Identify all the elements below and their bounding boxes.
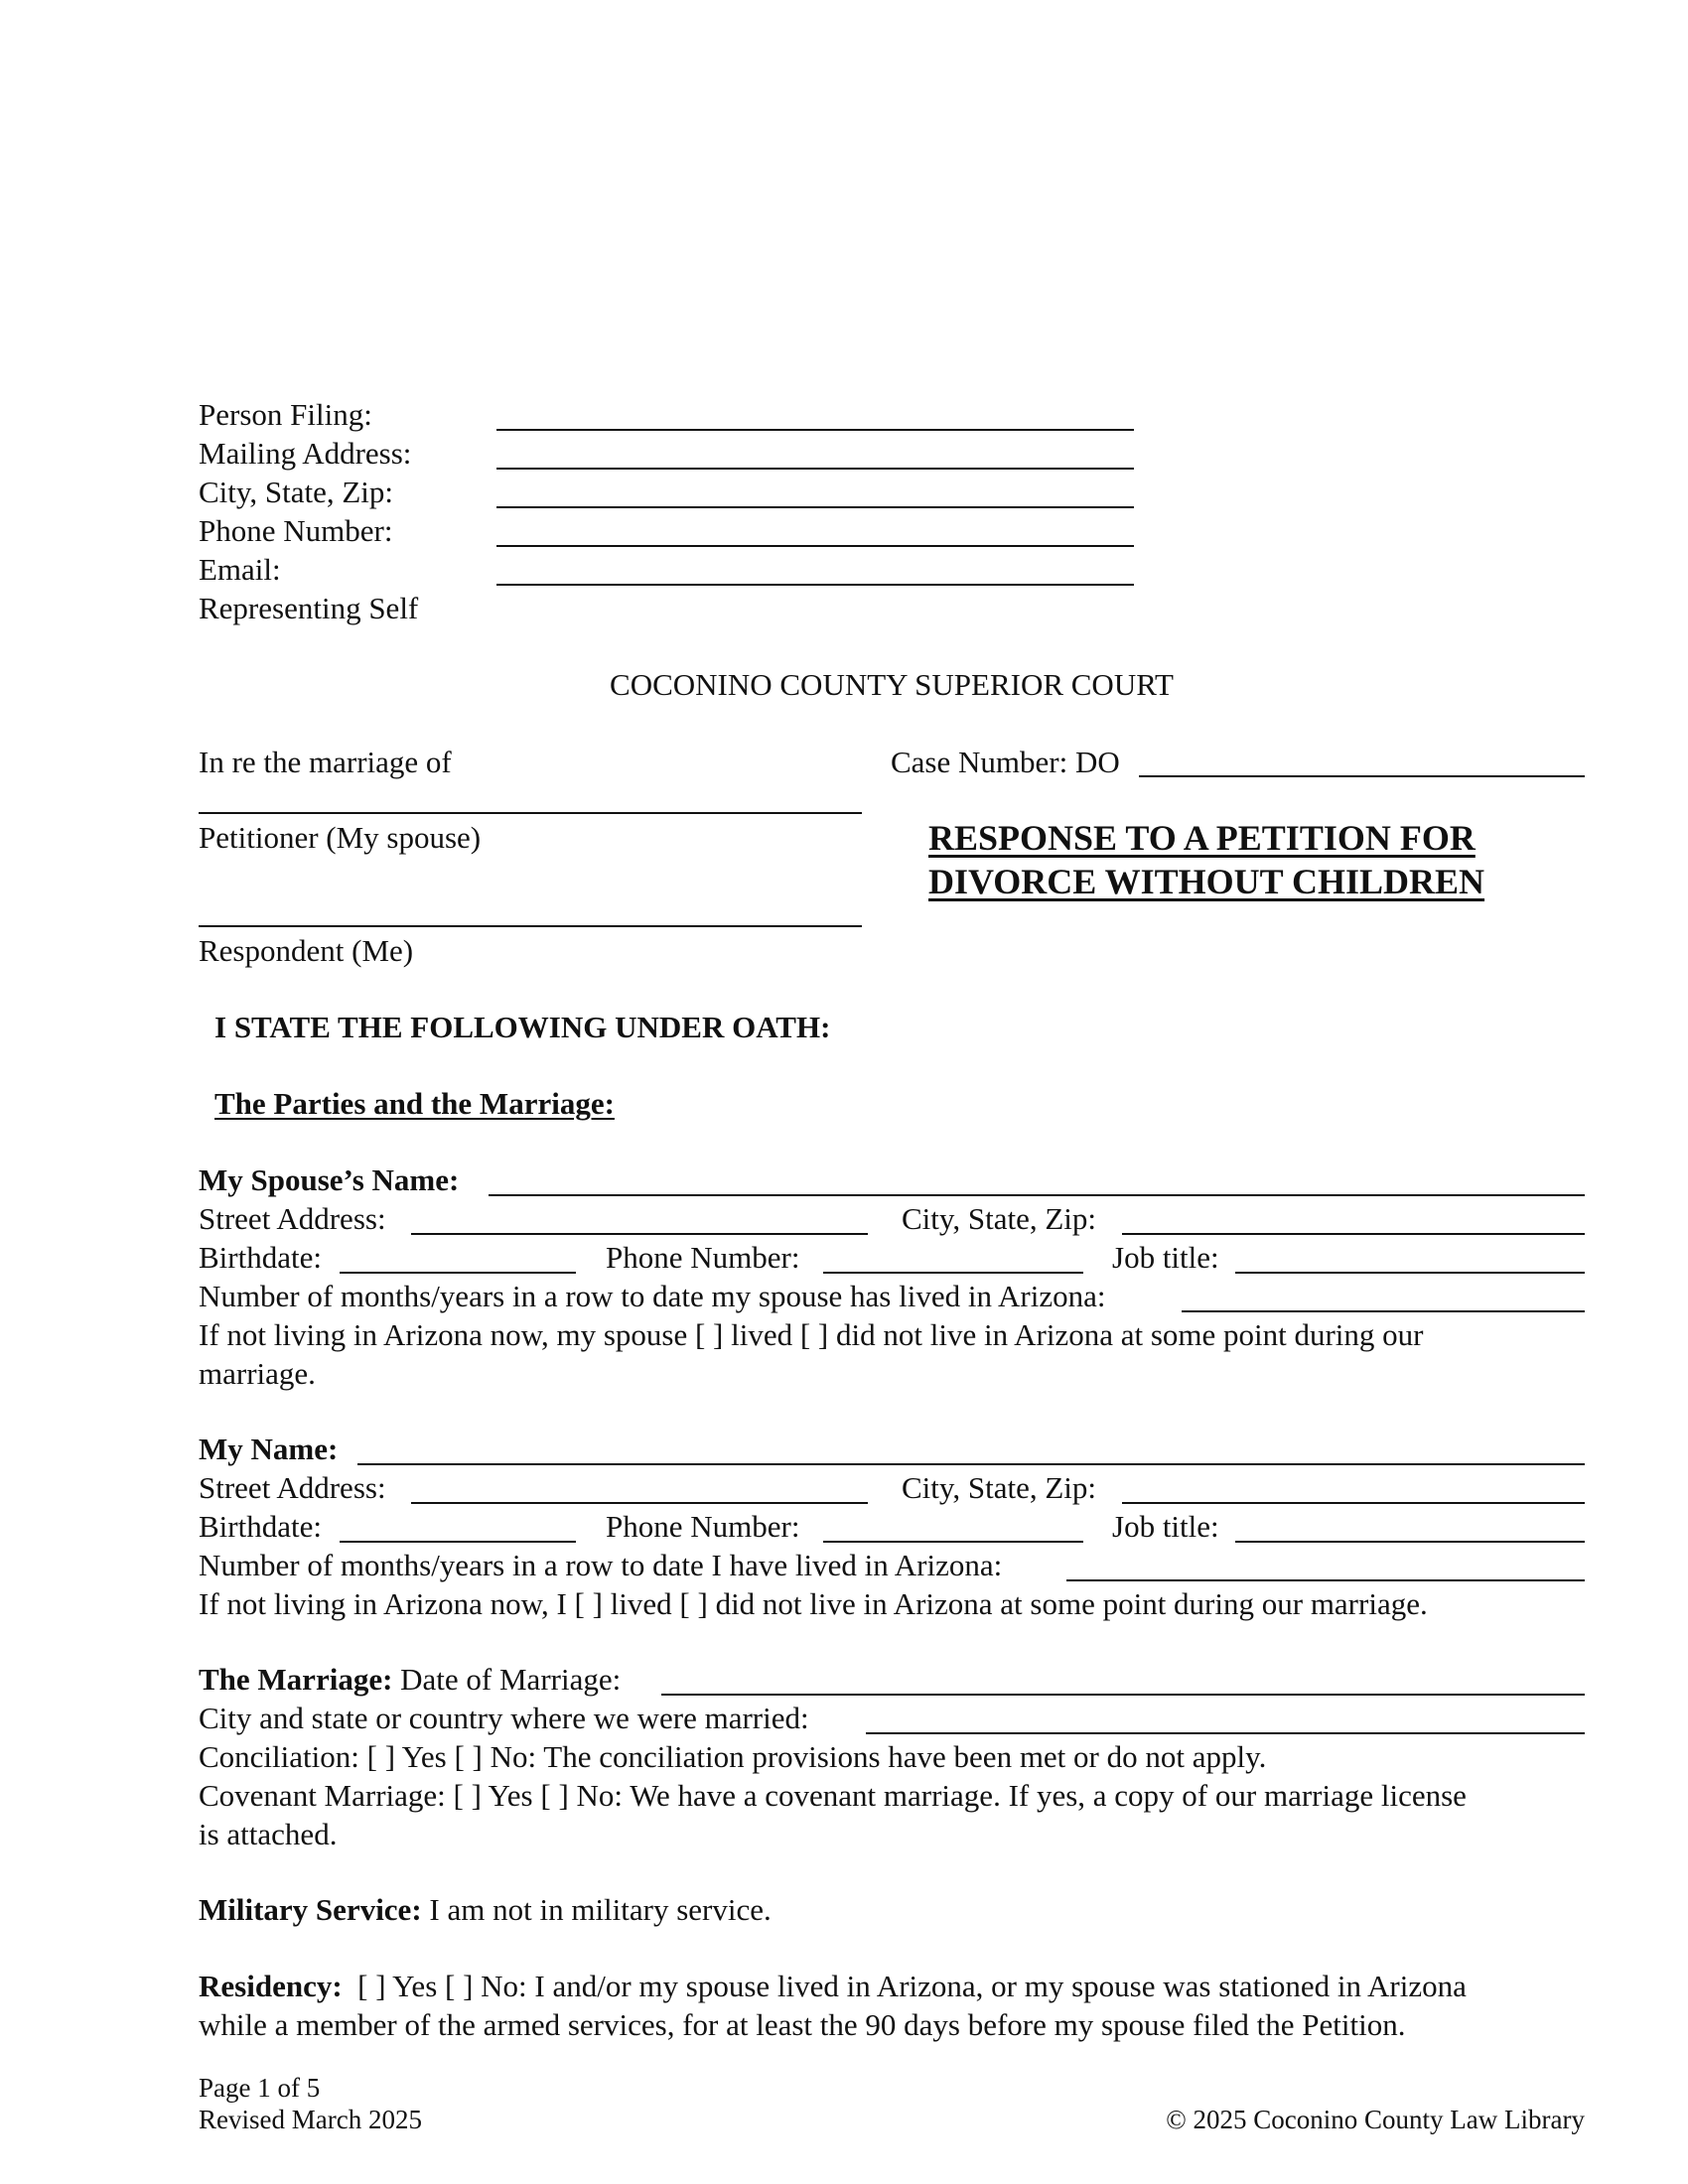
petitioner-name-field[interactable] — [199, 812, 862, 814]
document-title — [928, 816, 1544, 903]
marriage-date-field[interactable] — [661, 1694, 1585, 1696]
copyright: © 2025 Coconino County Law Library — [1166, 2105, 1585, 2134]
my-not-living: If not living in Arizona now, I [ ] lived [ ] did not live in Arizona at some point during our marriage. — [199, 1586, 1428, 1621]
residency-row — [199, 1969, 1467, 2004]
city-state-zip-field[interactable] — [496, 506, 1134, 508]
spouse-city-field[interactable] — [1122, 1233, 1585, 1235]
respondent-name-field[interactable] — [199, 925, 862, 927]
respondent-label: Respondent (Me) — [199, 933, 414, 968]
my-city-field[interactable] — [1122, 1502, 1585, 1504]
spouse-job-field[interactable] — [1235, 1272, 1585, 1274]
case-number-label: Case Number: DO — [891, 745, 1120, 779]
my-birthdate-label: Birthdate: — [199, 1509, 322, 1544]
spouse-not-living-line1: If not living in Arizona now, my spouse [ ] lived [ ] did not live in Arizona at some point during our — [199, 1317, 1424, 1352]
email-label: Email: — [199, 552, 281, 587]
spouse-phone-field[interactable] — [823, 1272, 1083, 1274]
my-name-field[interactable] — [357, 1463, 1585, 1465]
oath-heading: I STATE THE FOLLOWING UNDER OATH: — [214, 1010, 831, 1044]
spouse-birthdate-label: Birthdate: — [199, 1240, 322, 1275]
mailing-address-field[interactable] — [496, 468, 1134, 470]
my-name-label: My Name: — [199, 1432, 339, 1466]
email-field[interactable] — [496, 584, 1134, 586]
my-months-label: Number of months/years in a row to date I have lived in Arizona: — [199, 1548, 1003, 1582]
my-job-field[interactable] — [1235, 1541, 1585, 1543]
spouse-months-field[interactable] — [1182, 1310, 1585, 1312]
my-job-label: Job title: — [1112, 1509, 1219, 1544]
spouse-not-living-line2: marriage. — [199, 1356, 316, 1391]
covenant-line1: Covenant Marriage: [ ] Yes [ ] No: We have a covenant marriage. If yes, a copy of our marriage license — [199, 1778, 1467, 1813]
title-line-2: DIVORCE WITHOUT CHILDREN — [928, 862, 1485, 901]
spouse-months-label: Number of months/years in a row to date my spouse has lived in Arizona: — [199, 1279, 1106, 1313]
marriage-label: The Marriage: — [199, 1662, 393, 1697]
military-row — [199, 1892, 772, 1928]
section-heading: The Parties and the Marriage: — [214, 1086, 615, 1121]
page-number: Page 1 of 5 — [199, 2073, 321, 2103]
my-months-field[interactable] — [1066, 1579, 1585, 1581]
spouse-birthdate-field[interactable] — [340, 1272, 576, 1274]
spouse-street-field[interactable] — [411, 1233, 868, 1235]
representing-self-label: Representing Self — [199, 591, 419, 625]
city-state-zip-label: City, State, Zip: — [199, 475, 394, 509]
petitioner-label: Petitioner (My spouse) — [199, 820, 482, 855]
person-filing-field[interactable] — [496, 429, 1134, 431]
marriage-date-row — [199, 1662, 621, 1698]
marriage-date-label: Date of Marriage: — [400, 1662, 622, 1697]
my-street-field[interactable] — [411, 1502, 868, 1504]
title-line-1: RESPONSE TO A PETITION FOR — [928, 818, 1476, 858]
court-name: COCONINO COUNTY SUPERIOR COURT — [610, 667, 1174, 702]
conciliation-text: Conciliation: [ ] Yes [ ] No: The conciliation provisions have been met or do not apply. — [199, 1739, 1267, 1774]
military-text: I am not in military service. — [429, 1892, 772, 1927]
spouse-street-label: Street Address: — [199, 1201, 386, 1236]
my-phone-label: Phone Number: — [606, 1509, 800, 1544]
revised-date: Revised March 2025 — [199, 2105, 422, 2134]
phone-number-label: Phone Number: — [199, 513, 393, 548]
my-street-label: Street Address: — [199, 1470, 386, 1505]
my-phone-field[interactable] — [823, 1541, 1083, 1543]
marriage-place-field[interactable] — [866, 1732, 1585, 1734]
spouse-job-label: Job title: — [1112, 1240, 1219, 1275]
marriage-place-label: City and state or country where we were married: — [199, 1701, 809, 1735]
spouse-city-label: City, State, Zip: — [902, 1201, 1097, 1236]
mailing-address-label: Mailing Address: — [199, 436, 412, 471]
my-birthdate-field[interactable] — [340, 1541, 576, 1543]
in-re-label: In re the marriage of — [199, 745, 452, 779]
residency-text-line2: while a member of the armed services, for at least the 90 days before my spouse filed the Petition. — [199, 2007, 1406, 2042]
residency-text-line1: [ ] Yes [ ] No: I and/or my spouse lived in Arizona, or my spouse was stationed in Arizona — [357, 1969, 1467, 2003]
residency-label: Residency: — [199, 1969, 343, 2003]
case-number-field[interactable] — [1139, 775, 1585, 777]
spouse-phone-label: Phone Number: — [606, 1240, 800, 1275]
covenant-line2: is attached. — [199, 1817, 338, 1851]
person-filing-label: Person Filing: — [199, 397, 372, 432]
military-label: Military Service: — [199, 1892, 422, 1927]
spouse-name-label: My Spouse’s Name: — [199, 1162, 460, 1197]
my-city-label: City, State, Zip: — [902, 1470, 1097, 1505]
spouse-name-field[interactable] — [489, 1194, 1585, 1196]
phone-number-field[interactable] — [496, 545, 1134, 547]
